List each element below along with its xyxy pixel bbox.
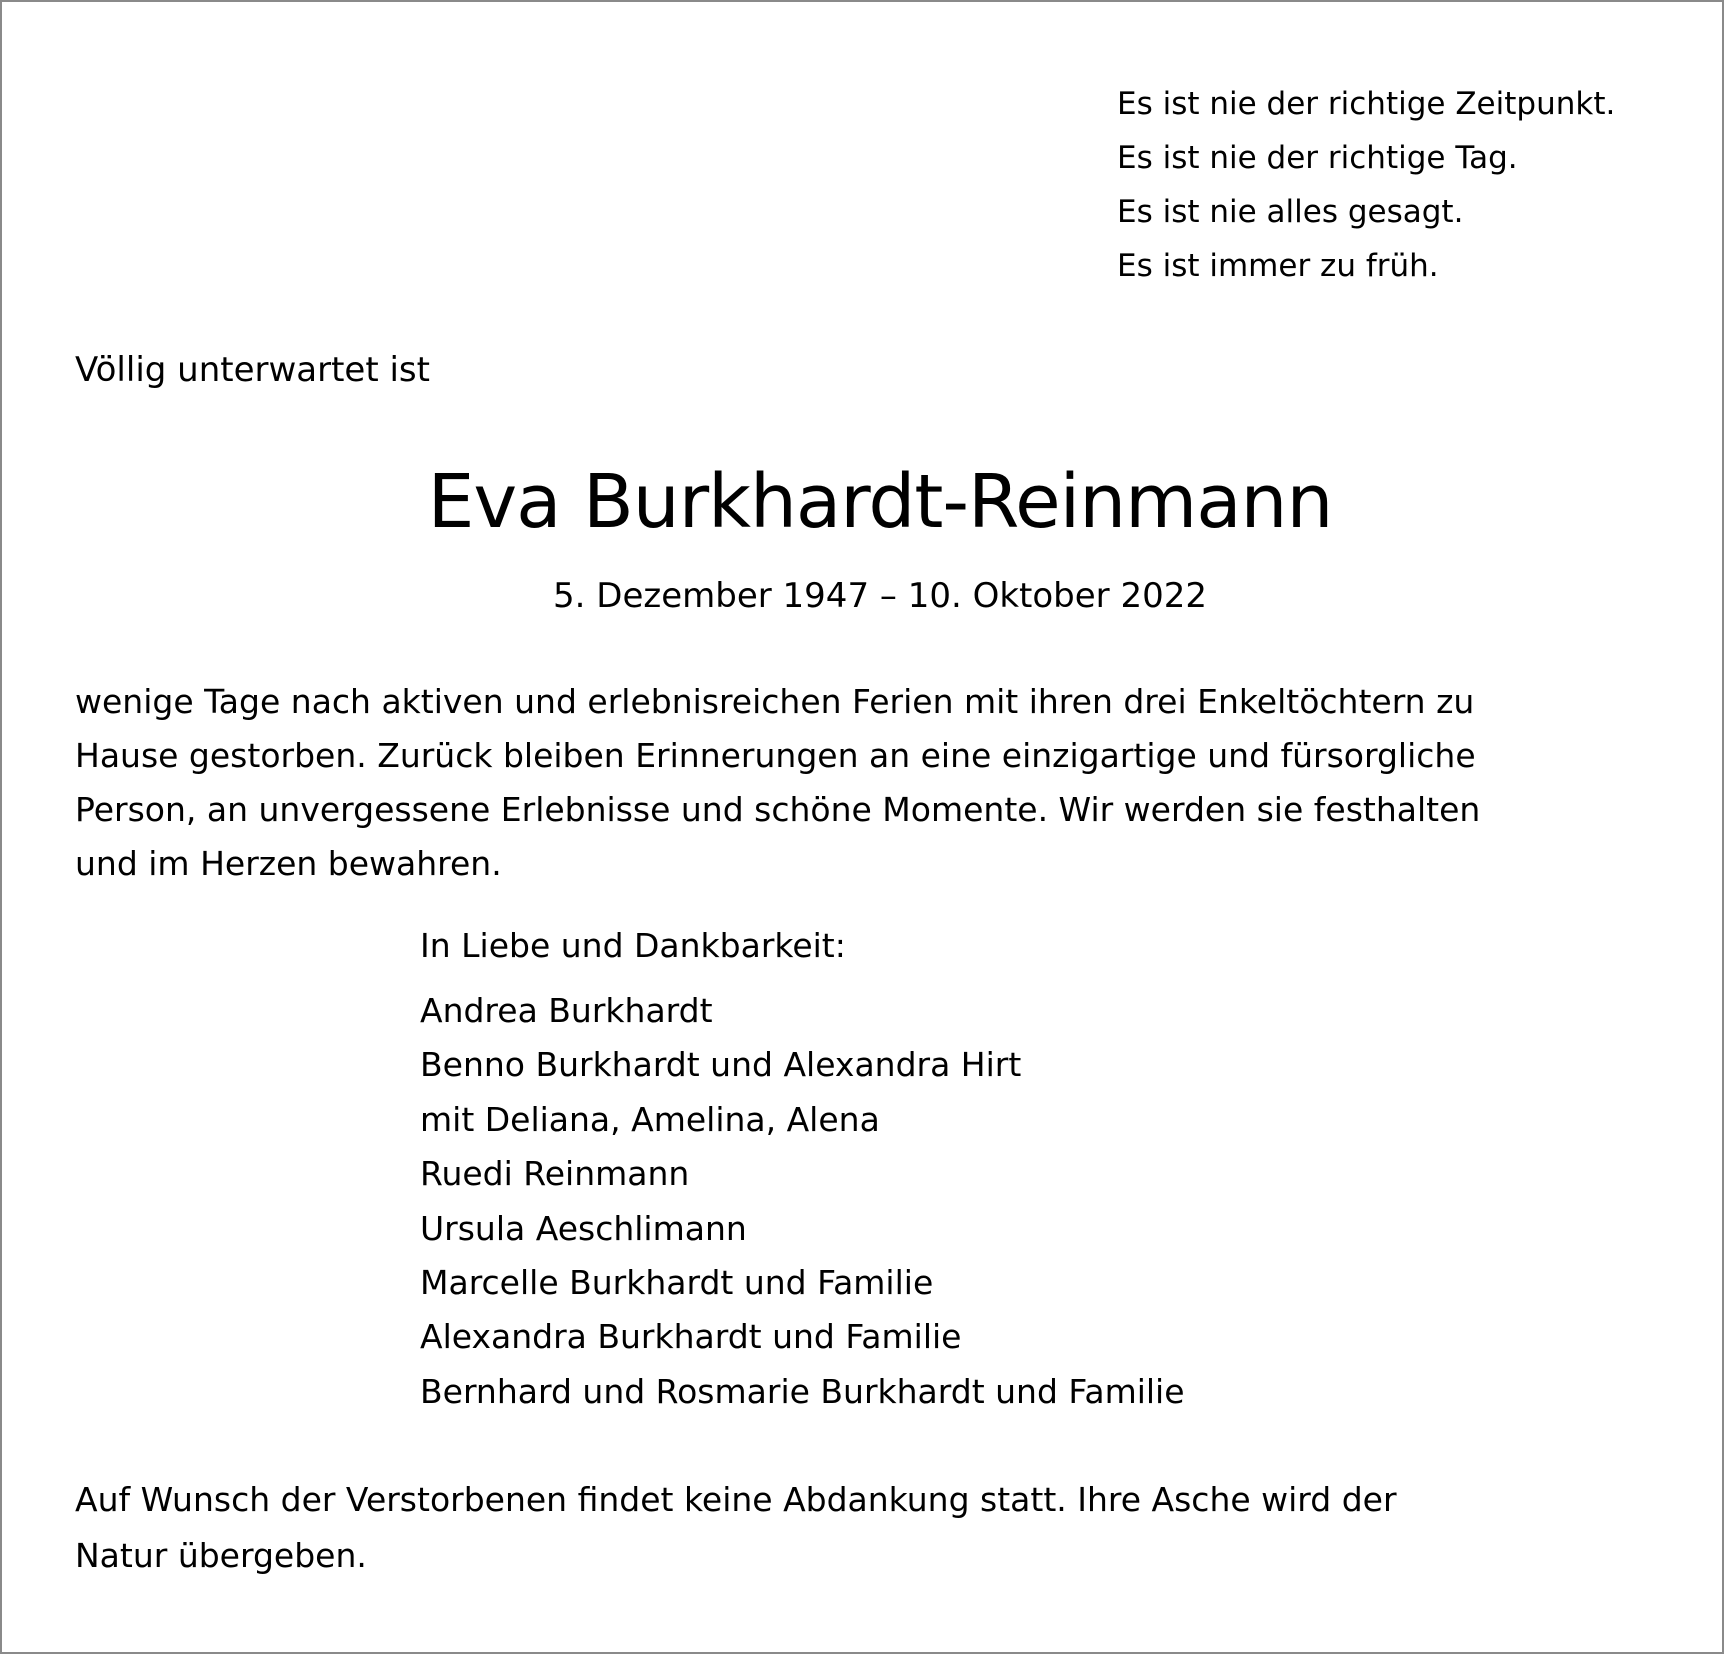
dedication-heading: In Liebe und Dankbarkeit: — [420, 926, 846, 965]
closing-line: Auf Wunsch der Verstorbenen findet keine Abdankung statt. Ihre Asche wird der — [75, 1480, 1397, 1519]
mourner-name: Andrea Burkhardt — [420, 991, 713, 1030]
closing-line: Natur übergeben. — [75, 1536, 367, 1575]
mourner-name: Benno Burkhardt und Alexandra Hirt — [420, 1045, 1022, 1085]
announcement-line: wenige Tage nach aktiven und erlebnisreichen Ferien mit ihren drei Enkeltöchtern zu — [75, 682, 1475, 721]
mourner-name: Ruedi Reinmann — [420, 1154, 690, 1194]
life-dates: 5. Dezember 1947 – 10. Oktober 2022 — [553, 576, 1207, 616]
poem-line: Es ist nie der richtige Tag. — [1117, 140, 1518, 176]
announcement-line: Person, an unvergessene Erlebnisse und schöne Momente. Wir werden sie festhalten — [75, 790, 1481, 829]
mourner-name: Alexandra Burkhardt und Familie — [420, 1317, 962, 1357]
poem-line: Es ist nie alles gesagt. — [1117, 194, 1464, 230]
mourner-name: Bernhard und Rosmarie Burkhardt und Familie — [420, 1371, 1185, 1411]
announcement-text — [75, 675, 1675, 891]
deceased-name: Eva Burkhardt-Reinmann — [427, 459, 1333, 545]
intro-text: Völlig unterwartet ist — [75, 350, 430, 390]
poem-verse — [1117, 77, 1707, 293]
announcement-line: Hause gestorben. Zurück bleiben Erinnerungen an eine einzigartige und fürsorgliche — [75, 736, 1476, 775]
mourner-name: Ursula Aeschlimann — [420, 1208, 747, 1248]
mourners-list — [420, 984, 1420, 1419]
closing-note — [75, 1472, 1675, 1584]
poem-line: Es ist nie der richtige Zeitpunkt. — [1117, 86, 1616, 122]
mourner-name: Marcelle Burkhardt und Familie — [420, 1263, 934, 1303]
poem-line: Es ist immer zu früh. — [1117, 248, 1439, 284]
announcement-line: und im Herzen bewahren. — [75, 844, 502, 883]
mourner-name: mit Deliana, Amelina, Alena — [420, 1099, 880, 1139]
